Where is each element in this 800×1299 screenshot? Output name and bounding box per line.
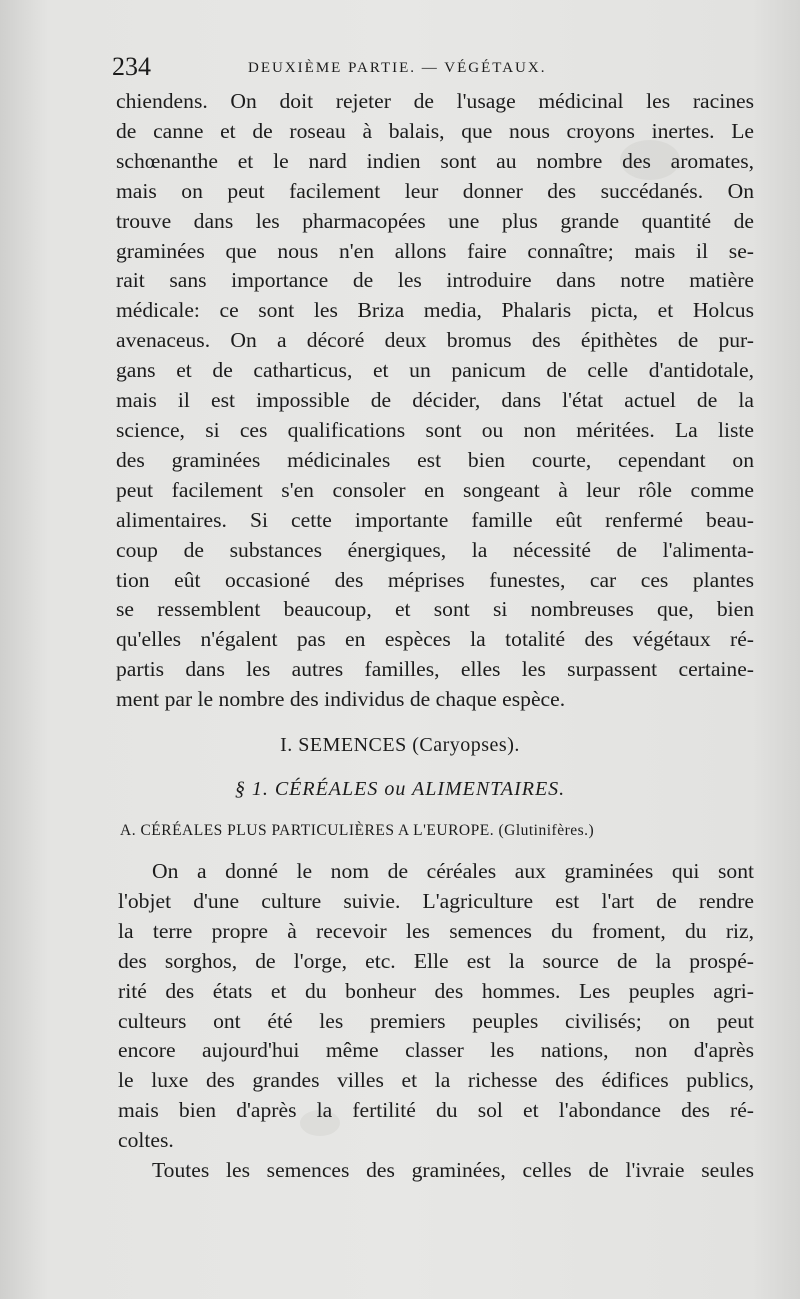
- subsubsection-heading: A. CÉRÉALES PLUS PARTICULIÈRES A L'EUROPE. (Glutinifères.): [120, 822, 595, 839]
- text-line: culteurs ont été les premiers peuples civilisés; on peut: [118, 1008, 754, 1033]
- text-line: encore aujourd'hui même classer les nations, non d'après: [118, 1038, 754, 1063]
- text-line: Toutes les semences des graminées, celles de l'ivraie seules: [152, 1158, 754, 1183]
- text-line: mais il est impossible de décider, dans l'état actuel de la: [116, 388, 754, 413]
- text-line: alimentaires. Si cette importante famille eût renfermé beau-: [116, 507, 754, 532]
- text-line: médicale: ce sont les Briza media, Phalaris picta, et Holcus: [116, 298, 754, 323]
- text-line: de canne et de roseau à balais, que nous croyons inertes. Le: [116, 118, 754, 143]
- subsection-heading: § 1. CÉRÉALES ou ALIMENTAIRES.: [234, 778, 566, 800]
- running-title: DEUXIÈME PARTIE. — VÉGÉTAUX.: [248, 60, 547, 76]
- page-header: [112, 52, 752, 86]
- text-line: schœnanthe et le nard indien sont au nombre des aromates,: [116, 148, 754, 173]
- paragraph-1: [116, 87, 754, 715]
- text-line: science, si ces qualifications sont ou non méritées. La liste: [116, 417, 754, 442]
- text-line: tion eût occasioné des méprises funestes, car ces plantes: [116, 567, 754, 592]
- text-line: qu'elles n'égalent pas en espèces la totalité des végétaux ré-: [116, 627, 754, 652]
- text-line: la terre propre à recevoir les semences du froment, du riz,: [118, 918, 754, 943]
- text-line: mais bien d'après la fertilité du sol et l'abondance des ré-: [118, 1098, 754, 1123]
- text-line: On a donné le nom de céréales aux graminées qui sont: [152, 859, 754, 883]
- text-line: mais on peut facilement leur donner des succédanés. On: [116, 178, 754, 203]
- page-number: 234: [112, 52, 151, 81]
- text-line: chiendens. On doit rejeter de l'usage médicinal les racines: [116, 89, 754, 113]
- text-line: partis dans les autres familles, elles les surpassent certaine-: [116, 657, 754, 682]
- text-line: le luxe des grandes villes et la richesse des édifices publics,: [118, 1068, 754, 1093]
- text-line: coltes.: [118, 1128, 174, 1153]
- text-line: coup de substances énergiques, la nécessité de l'alimenta-: [116, 537, 754, 562]
- text-line: avenaceus. On a décoré deux bromus des épithètes de pur-: [116, 328, 754, 353]
- text-line: se ressemblent beaucoup, et sont si nombreuses que, bien: [116, 597, 754, 622]
- text-line: peut facilement s'en consoler en songeant à leur rôle comme: [116, 477, 754, 502]
- text-line: rait sans importance de les introduire dans notre matière: [116, 268, 754, 293]
- text-line: graminées que nous n'en allons faire connaître; mais il se-: [116, 238, 754, 263]
- text-line: gans et de catharticus, et un panicum de celle d'antidotale,: [116, 358, 754, 383]
- section-heading: I. SEMENCES (Caryopses).: [280, 734, 520, 756]
- text-line: des graminées médicinales est bien courte, cependant on: [116, 447, 754, 472]
- text-line: des sorghos, de l'orge, etc. Elle est la source de la prospé-: [118, 948, 754, 973]
- text-line: ment par le nombre des individus de chaque espèce.: [116, 687, 566, 712]
- paragraph-2: [118, 857, 754, 1186]
- text-line: rité des états et du bonheur des hommes. Les peuples agri-: [118, 978, 754, 1003]
- text-line: l'objet d'une culture suivie. L'agriculture est l'art de rendre: [118, 888, 754, 913]
- text-line: trouve dans les pharmacopées une plus grande quantité de: [116, 208, 754, 233]
